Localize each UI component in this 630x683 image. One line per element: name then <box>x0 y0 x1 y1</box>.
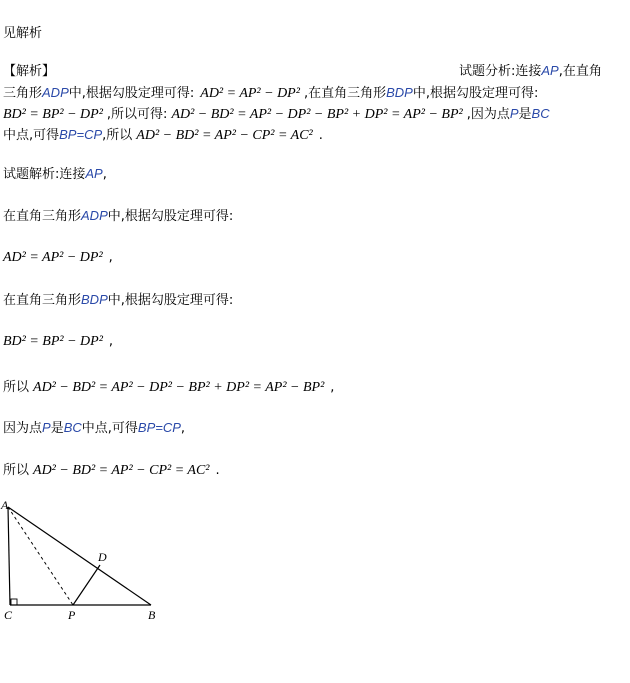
solution-point-label: P <box>42 420 51 435</box>
solution-equation-4: AD² − BD² = AP² − CP² = AC² <box>33 463 210 478</box>
analysis-intro-text: 试题分析:连接 <box>459 64 542 79</box>
side-ab <box>8 507 151 605</box>
analysis-line-2 <box>3 82 538 102</box>
analysis-text: 三角形 <box>3 86 43 101</box>
solution-line-2 <box>3 205 233 224</box>
solution-line-3 <box>3 289 233 308</box>
analysis-triangle-label: BDP <box>386 85 413 100</box>
solution-line-6 <box>3 459 220 479</box>
solution-eq-1-line <box>3 250 113 266</box>
solution-text: , <box>180 421 186 436</box>
label-p: P <box>68 608 76 622</box>
solution-text: , <box>108 334 114 349</box>
solution-equation-1: AD² = AP² − DP² <box>3 250 103 265</box>
solution-triangle-label: BDP <box>81 292 108 307</box>
analysis-line-3 <box>3 103 550 123</box>
analysis-text: ,在直角三角形 <box>303 86 387 101</box>
solution-text: . <box>215 463 220 478</box>
solution-text: 所以 <box>3 380 30 395</box>
solution-text: , <box>108 250 113 265</box>
analysis-intro-ap: AP <box>541 63 559 78</box>
analysis-line-4 <box>3 124 323 144</box>
analysis-triangle-label: ADP <box>42 85 69 100</box>
analysis-text: ,所以 <box>102 128 133 143</box>
solution-eq-2-line <box>3 334 113 350</box>
label-c: C <box>4 608 13 622</box>
analysis-text: ,所以可得: <box>106 107 168 122</box>
solution-text: 中点,可得 <box>81 421 138 436</box>
answer-title: 见解析 <box>3 26 43 41</box>
solution-text: 中,根据勾股定理可得: <box>107 209 234 224</box>
solution-text: 是 <box>50 421 64 436</box>
analysis-equation: AD² − BD² = AP² − CP² = AC² <box>136 128 313 143</box>
analysis-segment-label: BC <box>531 106 550 121</box>
triangle-figure <box>0 495 170 630</box>
solution-text: , <box>102 167 107 182</box>
analysis-segment-label: BP=CP <box>59 127 103 142</box>
solution-segment-label: BC <box>63 420 82 435</box>
side-ac <box>8 507 10 605</box>
segment-pd <box>73 565 100 605</box>
label-a: A <box>1 498 9 512</box>
solution-line-1 <box>3 163 107 182</box>
right-angle-mark <box>11 599 17 605</box>
solution-equation-2: BD² = BP² − DP² <box>3 334 103 349</box>
solution-segment-label: AP <box>85 166 103 181</box>
label-b: B <box>148 608 156 622</box>
analysis-text: . <box>318 128 323 143</box>
analysis-equation: BD² = BP² − DP² <box>3 107 103 122</box>
analysis-intro-line <box>459 60 602 79</box>
solution-segment-label: BP=CP <box>137 420 181 435</box>
analysis-point-label: P <box>509 106 519 121</box>
solution-equation-3: AD² − BD² = AP² − DP² − BP² + DP² = AP² − BP² <box>33 380 325 395</box>
analysis-text: ,因为点 <box>466 107 510 122</box>
analysis-intro-tail: ,在直角 <box>558 64 602 79</box>
solution-text: 在直角三角形 <box>3 209 82 224</box>
solution-line-4 <box>3 376 334 396</box>
solution-triangle-label: ADP <box>81 208 108 223</box>
solution-text: 因为点 <box>3 421 43 436</box>
analysis-equation: AD² = AP² − DP² <box>200 86 300 101</box>
label-d: D <box>98 550 107 564</box>
analysis-text: 中点,可得 <box>3 128 60 143</box>
solution-text: 中,根据勾股定理可得: <box>107 293 234 308</box>
solution-text: 试题解析:连接 <box>3 167 86 182</box>
analysis-tag: 【解析】 <box>3 64 56 79</box>
solution-text: , <box>330 380 335 395</box>
analysis-equation: AD² − BD² = AP² − DP² − BP² + DP² = AP² − BP² <box>171 107 463 122</box>
analysis-text: 中,根据勾股定理可得: <box>412 86 539 101</box>
solution-text: 在直角三角形 <box>3 293 82 308</box>
analysis-text: 中,根据勾股定理可得: <box>68 86 195 101</box>
segment-ap-dashed <box>8 507 73 605</box>
analysis-text: 是 <box>518 107 532 122</box>
solution-text: 所以 <box>3 463 30 478</box>
solution-line-5 <box>3 417 185 436</box>
